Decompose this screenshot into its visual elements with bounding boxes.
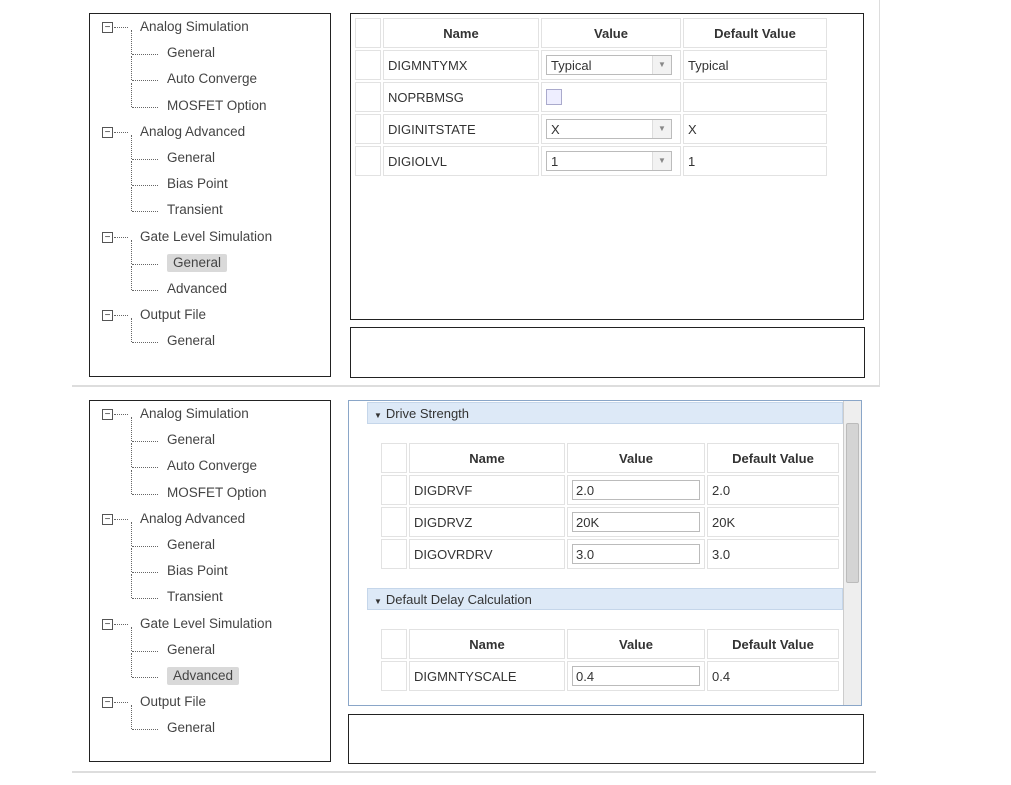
tree-node-label: Gate Level Simulation	[140, 228, 273, 244]
minus-box-icon[interactable]: −	[102, 232, 113, 243]
tree-connector	[132, 677, 158, 678]
column-header-default[interactable]: Default Value	[683, 18, 827, 48]
tree-connector	[132, 467, 158, 468]
row-header-cell[interactable]	[381, 475, 407, 505]
tree-connector	[132, 54, 158, 55]
tree-connector	[132, 494, 158, 495]
tree-node-child[interactable]	[90, 484, 330, 502]
tree-connector	[131, 417, 132, 441]
tree-connector	[114, 237, 128, 238]
tree-connector	[131, 83, 132, 107]
column-header-value[interactable]: Value	[541, 18, 681, 48]
tree-node-child[interactable]	[90, 201, 330, 219]
tree-node-child[interactable]	[90, 97, 330, 115]
tree-node-child[interactable]	[90, 562, 330, 580]
tree-connector	[131, 705, 132, 729]
table-header-row	[381, 629, 839, 659]
column-header-name[interactable]: Name	[409, 629, 565, 659]
value-cell[interactable]	[541, 50, 681, 80]
vertical-scrollbar[interactable]	[843, 401, 861, 705]
tree-connector	[131, 522, 132, 546]
tree-node-child[interactable]	[90, 70, 330, 88]
tree-node-child[interactable]	[90, 457, 330, 475]
column-header-default[interactable]: Default Value	[707, 443, 839, 473]
default-value: 2.0	[707, 475, 839, 505]
tree-node-parent[interactable]	[90, 615, 330, 633]
value-input[interactable]: 3.0	[572, 544, 700, 564]
dropdown-value: Typical	[551, 58, 592, 73]
value-dropdown[interactable]	[546, 55, 672, 75]
tree-connector	[114, 132, 128, 133]
tree-connector	[132, 159, 158, 160]
tree-connector	[132, 211, 158, 212]
tree-node-label: Auto Converge	[167, 71, 258, 87]
table-row[interactable]	[355, 146, 827, 176]
description-box-top	[350, 327, 865, 378]
row-header-cell[interactable]	[355, 114, 381, 144]
section-title: Default Delay Calculation	[385, 592, 532, 607]
chevron-down-icon[interactable]: ▼	[652, 56, 671, 74]
row-header-cell	[381, 629, 407, 659]
value-dropdown[interactable]	[546, 119, 672, 139]
tree-connector	[132, 80, 158, 81]
value-input[interactable]: 2.0	[572, 480, 700, 500]
tree-connector	[132, 185, 158, 186]
tree-connector	[132, 342, 158, 343]
property-name: NOPRBMSG	[383, 82, 539, 112]
value-cell[interactable]	[567, 507, 705, 537]
default-value: Typical	[683, 50, 827, 80]
properties-grid-top	[350, 13, 864, 320]
row-header-cell[interactable]	[355, 146, 381, 176]
table-row[interactable]	[355, 82, 827, 112]
tree-node-child[interactable]	[90, 719, 330, 737]
row-header-cell[interactable]	[355, 82, 381, 112]
property-name: DIGINITSTATE	[383, 114, 539, 144]
tree-node-child[interactable]	[90, 536, 330, 554]
tree-node-label: Output File	[140, 694, 207, 710]
properties-table	[379, 627, 841, 693]
tree-connector	[131, 443, 132, 467]
tree-node-label: General	[167, 641, 216, 657]
tree-connector	[131, 653, 132, 677]
table-row[interactable]	[381, 539, 839, 569]
value-cell[interactable]	[541, 82, 681, 112]
tree-connector	[132, 107, 158, 108]
description-box-bottom	[348, 714, 864, 764]
tree-node-child[interactable]	[90, 280, 330, 298]
tree-connector	[131, 135, 132, 159]
chevron-down-icon[interactable]: ▼	[652, 120, 671, 138]
tree-node-label: Analog Simulation	[140, 406, 249, 421]
tree-node-child[interactable]	[90, 667, 330, 685]
minus-box-icon[interactable]: −	[102, 514, 113, 525]
tree-node-label: General	[167, 432, 216, 448]
tree-connector	[114, 414, 128, 415]
dropdown-value: X	[551, 122, 560, 137]
divider	[72, 385, 880, 387]
tree-node-label: Bias Point	[167, 176, 228, 192]
row-header-cell[interactable]	[355, 50, 381, 80]
minus-box-icon[interactable]: −	[102, 409, 113, 420]
scrollbar-thumb[interactable]	[846, 423, 859, 583]
property-name: DIGIOLVL	[383, 146, 539, 176]
tree-node-child[interactable]	[90, 149, 330, 167]
tree-node-label: General	[167, 537, 216, 552]
tree-connector	[131, 318, 132, 342]
tree-node-label: Output File	[140, 307, 207, 323]
tree-connector	[132, 441, 158, 442]
tree-panel-top	[89, 13, 331, 377]
tree-node-parent[interactable]	[90, 306, 330, 324]
section-header-default-delay[interactable]	[367, 588, 843, 610]
section-header-drive-strength[interactable]	[367, 402, 843, 424]
row-header-cell	[381, 443, 407, 473]
tree-connector	[132, 598, 158, 599]
table-row[interactable]	[381, 475, 839, 505]
tree-connector	[132, 546, 158, 547]
tree-connector	[131, 470, 132, 494]
tree-node-label: Analog Simulation	[140, 19, 249, 34]
tree-connector	[131, 161, 132, 185]
tree-connector	[132, 729, 158, 730]
tree-node-label-selected: General	[167, 254, 227, 272]
tree-node-label: Bias Point	[167, 563, 228, 579]
column-header-default[interactable]: Default Value	[707, 629, 839, 659]
divider	[879, 0, 880, 386]
tree-connector	[131, 266, 132, 290]
minus-box-icon[interactable]: −	[102, 697, 113, 708]
minus-box-icon[interactable]: −	[102, 619, 113, 630]
minus-box-icon[interactable]: −	[102, 310, 113, 321]
section-title: Drive Strength	[385, 406, 470, 421]
tree-connector	[131, 627, 132, 651]
tree-node-label: Advanced	[167, 281, 228, 296]
property-name: DIGOVRDRV	[409, 539, 565, 569]
tree-node-label: Analog Advanced	[140, 510, 246, 526]
table-row[interactable]	[355, 50, 827, 80]
tree-node-parent[interactable]	[90, 123, 330, 141]
value-dropdown[interactable]	[546, 151, 672, 171]
tree-connector	[114, 315, 128, 316]
property-name: DIGDRVZ	[409, 507, 565, 537]
tree-node-child[interactable]	[90, 44, 330, 62]
value-input[interactable]: 20K	[572, 512, 700, 532]
row-header-cell[interactable]	[381, 539, 407, 569]
tree-node-label: MOSFET Option	[167, 97, 267, 113]
tree-node-parent[interactable]	[90, 18, 330, 36]
triangle-down-icon[interactable]: ▼	[374, 411, 382, 420]
tree-connector	[131, 187, 132, 211]
tree-connector	[114, 27, 128, 28]
value-input[interactable]: 0.4	[572, 666, 700, 686]
properties-table	[379, 441, 841, 571]
tree-node-parent[interactable]	[90, 405, 330, 423]
tree-node-label: General	[167, 150, 216, 165]
tree-node-label: Gate Level Simulation	[140, 615, 273, 631]
row-header-cell[interactable]	[381, 661, 407, 691]
column-header-value[interactable]: Value	[567, 629, 705, 659]
tree-node-label: General	[167, 720, 216, 736]
tree-panel-bottom	[89, 400, 331, 762]
default-value	[683, 82, 827, 112]
chevron-down-icon[interactable]: ▼	[652, 152, 671, 170]
triangle-down-icon[interactable]: ▼	[374, 597, 382, 606]
default-value: X	[683, 114, 827, 144]
tree-node-label: MOSFET Option	[167, 484, 267, 500]
property-name: DIGMNTYMX	[383, 50, 539, 80]
tree-connector	[114, 519, 128, 520]
minus-box-icon[interactable]: −	[102, 127, 113, 138]
column-header-value[interactable]: Value	[567, 443, 705, 473]
tree-node-label: Transient	[167, 202, 223, 218]
property-name: DIGDRVF	[409, 475, 565, 505]
properties-table	[353, 16, 829, 178]
table-header-row	[381, 443, 839, 473]
value-cell[interactable]	[567, 661, 705, 691]
properties-panel-bottom	[348, 400, 862, 706]
value-checkbox[interactable]	[546, 89, 562, 105]
tree-connector	[132, 290, 158, 291]
tree-connector	[132, 572, 158, 573]
default-value: 20K	[707, 507, 839, 537]
column-header-name[interactable]: Name	[383, 18, 539, 48]
tree-connector	[131, 574, 132, 598]
tree-node-parent[interactable]	[90, 228, 330, 246]
tree-connector	[131, 548, 132, 572]
tree-connector	[132, 264, 158, 265]
tree-node-child[interactable]	[90, 332, 330, 350]
value-cell[interactable]	[567, 475, 705, 505]
tree-node-label: Transient	[167, 589, 223, 605]
tree-connector	[132, 651, 158, 652]
tree-node-child[interactable]	[90, 254, 330, 272]
tree-node-parent[interactable]	[90, 693, 330, 711]
tree-connector	[114, 702, 128, 703]
column-header-name[interactable]: Name	[409, 443, 565, 473]
row-header-cell[interactable]	[381, 507, 407, 537]
value-cell[interactable]	[541, 146, 681, 176]
divider	[72, 771, 876, 773]
table-row[interactable]	[381, 661, 839, 691]
table-row[interactable]	[355, 114, 827, 144]
default-value: 3.0	[707, 539, 839, 569]
tree-node-child[interactable]	[90, 588, 330, 606]
table-header-row	[355, 18, 827, 48]
tree-node-child[interactable]	[90, 431, 330, 449]
tree-node-label: General	[167, 45, 216, 61]
tree-connector	[131, 56, 132, 80]
default-value: 1	[683, 146, 827, 176]
tree-node-child[interactable]	[90, 175, 330, 193]
tree-node-parent[interactable]	[90, 510, 330, 528]
minus-box-icon[interactable]: −	[102, 22, 113, 33]
value-cell[interactable]	[541, 114, 681, 144]
default-value: 0.4	[707, 661, 839, 691]
tree-connector	[131, 30, 132, 54]
row-header-cell	[355, 18, 381, 48]
tree-connector	[131, 240, 132, 264]
value-cell[interactable]	[567, 539, 705, 569]
tree-node-label: General	[167, 333, 216, 349]
tree-node-label: Auto Converge	[167, 458, 258, 474]
table-row[interactable]	[381, 507, 839, 537]
dropdown-value: 1	[551, 154, 559, 169]
tree-connector	[114, 624, 128, 625]
tree-node-child[interactable]	[90, 641, 330, 659]
tree-node-label: Analog Advanced	[140, 123, 246, 139]
property-name: DIGMNTYSCALE	[409, 661, 565, 691]
tree-node-label-selected: Advanced	[167, 667, 239, 685]
